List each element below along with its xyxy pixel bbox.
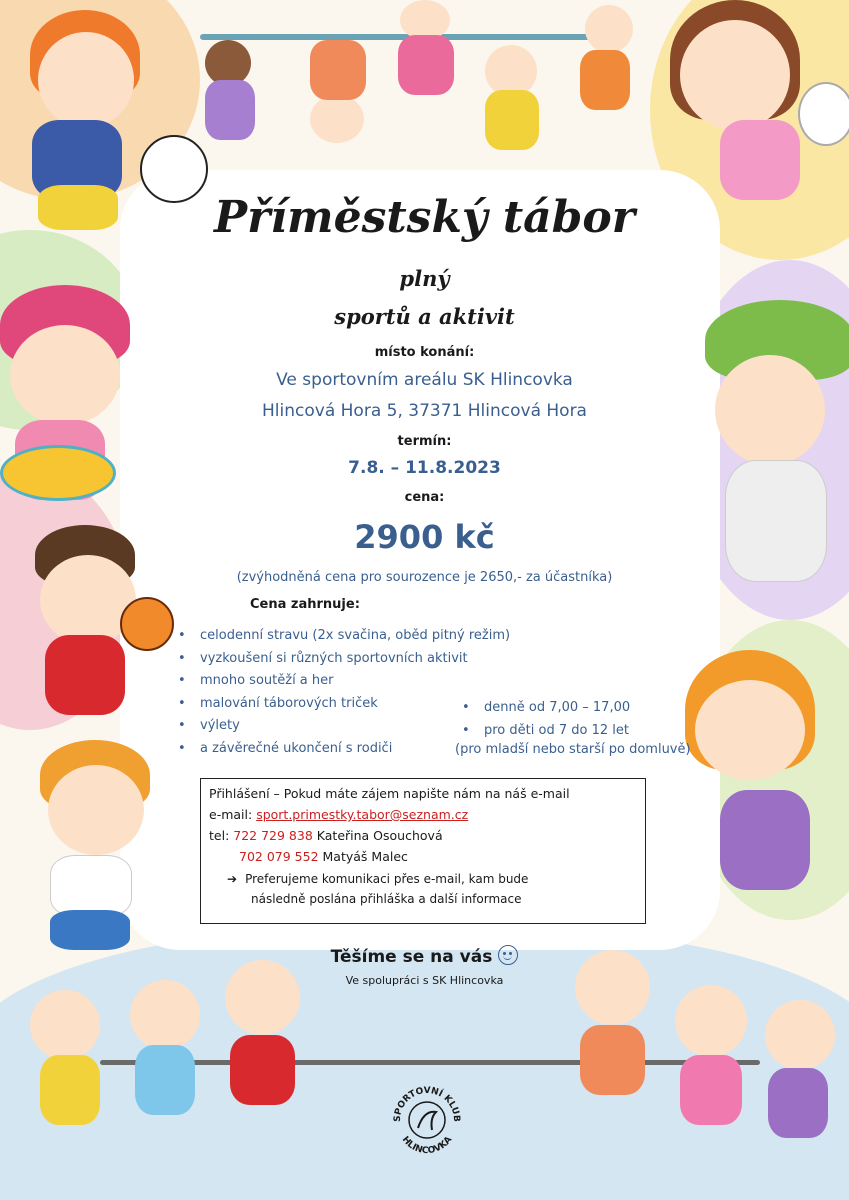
term-value: 7.8. – 11.8.2023 — [348, 458, 501, 478]
volleyball-icon — [798, 82, 849, 146]
cooperation-text: Ve spolupráci s SK Hlincovka — [345, 974, 504, 987]
logo-top-text: SPORTOVNÍ KLUB — [392, 1085, 462, 1123]
svg-text:SPORTOVNÍ KLUB — [393, 1086, 461, 1122]
phone-row-1 — [209, 825, 637, 846]
contact-note-line-1: Preferujeme komunikaci přes e-mail, kam bude — [245, 872, 529, 886]
venue-label: místo konání: — [374, 345, 475, 360]
includes-list-right — [458, 697, 630, 742]
subtitle-line-1: plný — [399, 266, 450, 291]
includes-heading: Cena zahrnuje: — [250, 597, 360, 612]
email-link[interactable]: sport.primestky.tabor@seznam.cz — [256, 807, 469, 822]
contact-name-1: Kateřina Osouchová — [316, 828, 443, 843]
club-logo — [388, 1080, 466, 1158]
closing-text: Těšíme se na vás — [0, 945, 849, 967]
contact-box — [200, 778, 646, 924]
registration-text: Přihlášení – Pokud máte zájem napište nám na náš e-mail — [209, 786, 570, 801]
kids-on-bar-illustration — [200, 0, 620, 180]
logo-bottom-text: HLINCOVKA — [399, 1134, 455, 1157]
list-item: • malování táborových triček — [178, 695, 378, 711]
phone-2[interactable]: 702 079 552 — [239, 849, 319, 864]
list-item: • mnoho soutěží a her — [178, 673, 334, 688]
email-label: e-mail: — [209, 807, 253, 822]
contact-name-2: Matyáš Malec — [322, 849, 408, 864]
arrow-right-icon: ➔ — [227, 872, 238, 886]
venue-line-2: Hlincová Hora 5, 37371 Hlincová Hora — [262, 401, 587, 421]
list-item: • celodenní stravu (2x svačina, oběd pitný režim) — [178, 628, 511, 643]
kid-pingpong-illustration — [20, 740, 160, 960]
list-item: • výlety — [178, 718, 240, 733]
phone-row-2 — [209, 846, 637, 867]
kid-tennis-illustration — [665, 650, 849, 930]
price-value: 2900 kč — [354, 518, 495, 556]
subtitle-line-2: sportů a aktivit — [334, 304, 515, 329]
price-note: (zvýhodněná cena pro sourozence je 2650,- za účastníka) — [236, 570, 613, 585]
email-row — [209, 804, 637, 825]
list-item: • pro děti od 7 do 12 let — [462, 722, 629, 738]
contact-note — [209, 869, 637, 909]
term-label: termín: — [397, 434, 452, 449]
tel-label: tel: — [209, 828, 230, 843]
list-item: • a závěrečné ukončení s rodiči — [178, 740, 393, 756]
basketball-icon — [120, 597, 174, 651]
price-label: cena: — [404, 490, 445, 505]
list-item: • denně od 7,00 – 17,00 — [462, 700, 631, 715]
phone-1[interactable]: 722 729 838 — [233, 828, 313, 843]
contact-note-line-2: následně poslána přihláška a další informace — [251, 892, 522, 906]
smiley-icon — [498, 945, 518, 965]
page-title: Příměstský tábor — [214, 192, 635, 243]
list-item: • vyzkoušení si různých sportovních aktivit — [178, 650, 468, 666]
venue-line-1: Ve sportovním areálu SK Hlincovka — [276, 370, 573, 390]
includes-right-note: (pro mladší nebo starší po domluvě) — [455, 742, 691, 757]
